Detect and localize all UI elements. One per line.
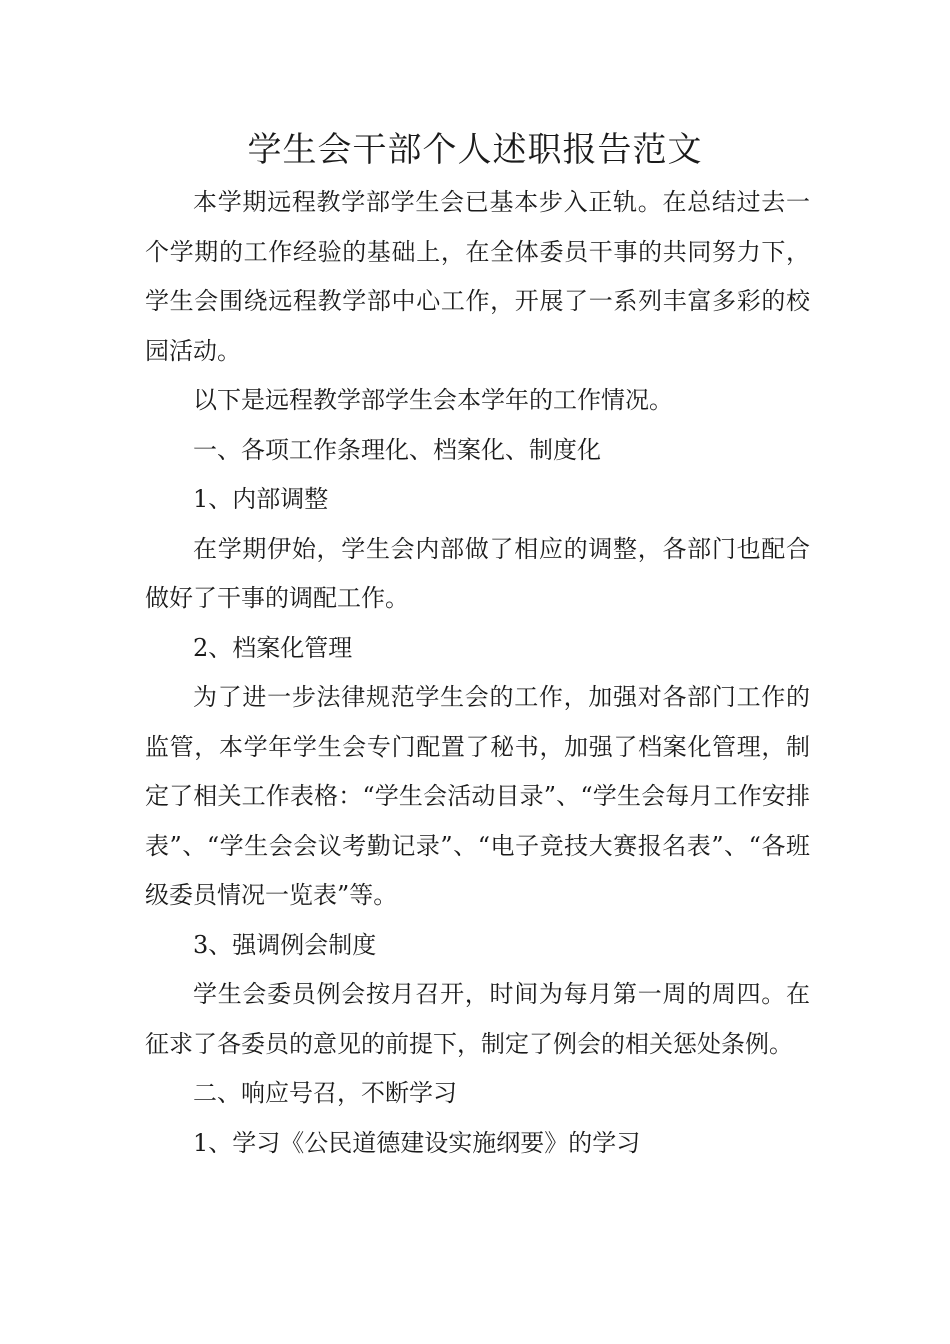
paragraph-archive-management: 为了进一步法律规范学生会的工作，加强对各部门工作的监管，本学年学生会专门配置了秘书，加强了档案化管理，制定了相关工作表格：“学生会活动目录”、“学生会每月工作安排表”、“学生会会议考勤记录”、“电子竞技大赛报名表”、“各班级委员情况一览表”等。 bbox=[145, 683, 810, 909]
paragraph-regular-meetings: 学生会委员例会按月召开，时间为每月第一周的周四。在征求了各委员的意见的前提下，制定了例会的相关惩处条例。 bbox=[145, 980, 810, 1058]
subsection-heading-2-1: 1、学习《公民道德建设实施纲要》的学习 bbox=[193, 1128, 641, 1157]
subsection-heading-1-2: 2、档案化管理 bbox=[193, 633, 353, 662]
section-heading-2: 二、响应号召，不断学习 bbox=[193, 1079, 457, 1107]
document-title: 学生会干部个人述职报告范文 bbox=[247, 130, 703, 170]
paragraph-internal-adjustment: 在学期伊始，学生会内部做了相应的调整，各部门也配合做好了干事的调配工作。 bbox=[145, 534, 810, 612]
subsection-heading-1-1: 1、内部调整 bbox=[193, 485, 329, 513]
subsection-heading-1-3: 3、强调例会制度 bbox=[193, 930, 377, 959]
document-body bbox=[145, 178, 810, 1168]
paragraph-intro: 本学期远程教学部学生会已基本步入正轨。在总结过去一个学期的工作经验的基础上，在全体委员干事的共同努力下，学生会围绕远程教学部中心工作，开展了一系列丰富多彩的校园活动。 bbox=[145, 188, 810, 365]
paragraph-overview: 以下是远程教学部学生会本学年的工作情况。 bbox=[193, 386, 673, 414]
section-heading-1: 一、各项工作条理化、档案化、制度化 bbox=[193, 435, 601, 464]
